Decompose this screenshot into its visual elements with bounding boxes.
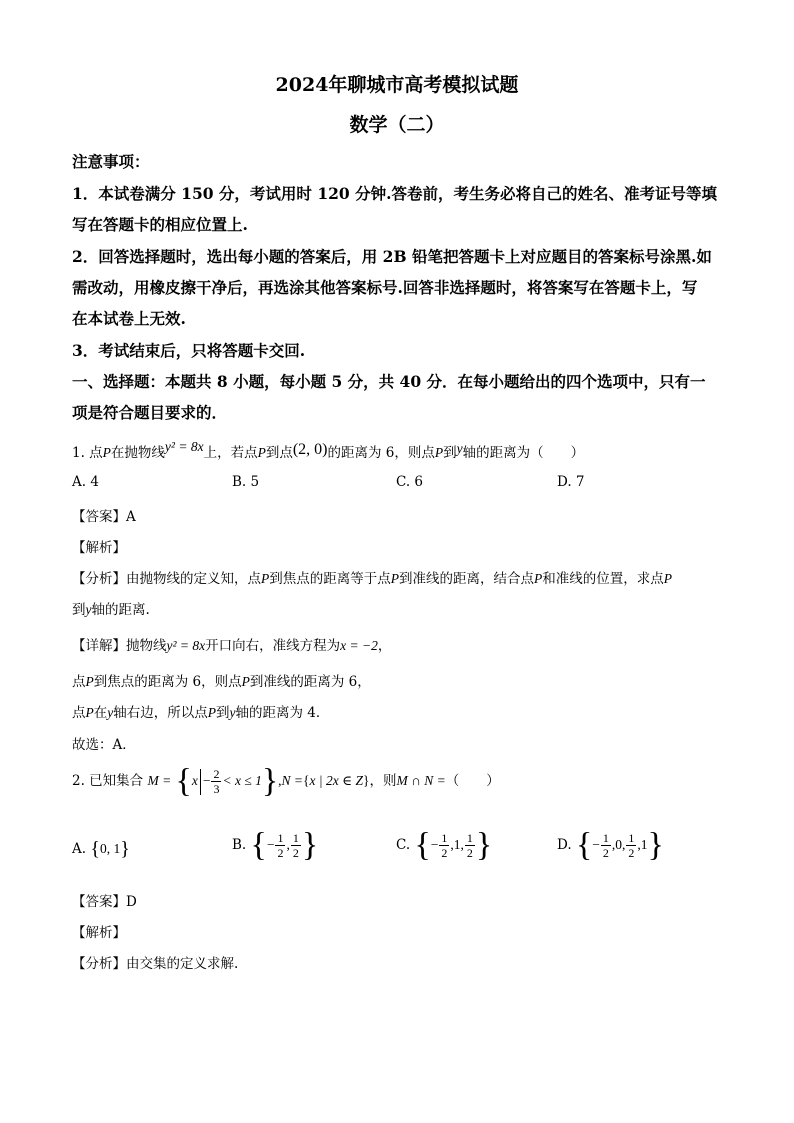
q2-fenxi: 【分析】由交集的定义求解. (72, 956, 239, 972)
q2-analysis-tag: 【解析】 (72, 925, 126, 941)
q1-option-d: D. 7 (557, 474, 585, 490)
section-1-line-2: 项是符合题目要求的． (72, 403, 228, 422)
q1-xiangjie-line-3: 点P在y轴右边，所以点P到y轴的距离为 4． (72, 705, 330, 721)
q1-conclusion: 故选：A． (72, 737, 136, 753)
q1-fenxi-line-2: 到y轴的距离. (72, 602, 150, 618)
q1-option-a: A. 4 (72, 474, 99, 490)
q2-option-b: B. {− $\frac{1}{2}$ , $\frac{1}{2}$ } (232, 826, 319, 864)
notice-item-2-line-1: 2．回答选择题时，选出每小题的答案后，用 2B 铅笔把答题卡上对应题目的答案标号涂黑.如 (72, 247, 712, 266)
page-title: 2024年聊城市高考模拟试题 (275, 74, 519, 96)
notice-item-2-line-2: 需改动，用橡皮擦干净后，再选涂其他答案标号.回答非选择题时，将答案写在答题卡上，写 (72, 278, 698, 297)
q2-stem: 2. 已知集合 M = {x − $\frac{2}{3}$ < x ≤ 1},N ={x | 2x ∈ Z}，则M ∩ N =（ ） (72, 762, 500, 800)
q1-analysis-tag: 【解析】 (72, 540, 126, 556)
page-subtitle: 数学（二） (349, 114, 445, 136)
notice-item-1-line-1: 1．本试卷满分 150 分，考试用时 120 分钟.答卷前，考生务必将自己的姓名、准考证号等填 (72, 184, 717, 203)
section-1-line-1: 一、选择题：本题共 8 小题，每小题 5 分，共 40 分．在每小题给出的四个选项中，只有一 (72, 372, 706, 391)
q1-xiangjie-line-1: 【详解】抛物线y² = 8x开口向右，准线方程为x = −2， (72, 638, 392, 654)
q2-option-d: D. {− $\frac{1}{2}$ ,0, $\frac{1}{2}$ ,1} (557, 826, 664, 864)
q1-stem: 1. 点P在抛物线y² = 8x上，若点P到点(2, 0)的距离为 6，则点P到y轴的距离为（ ） (72, 439, 585, 461)
q1-option-c: C. 6 (396, 474, 424, 490)
q2-option-a: A. {0, 1} (72, 838, 130, 860)
notice-item-1-line-2: 写在答题卡的相应位置上. (72, 215, 248, 234)
notice-heading: 注意事项： (72, 152, 150, 171)
q1-xiangjie-line-2: 点P到焦点的距离为 6，则点P到准线的距离为 6， (72, 674, 371, 690)
notice-item-2-line-3: 在本试卷上无效. (72, 309, 186, 328)
q1-fenxi-line-1: 【分析】由抛物线的定义知，点P到焦点的距离等于点P到准线的距离，结合点P和准线的位置，求点P (72, 571, 672, 587)
q1-option-b: B. 5 (232, 474, 260, 490)
q2-answer: 【答案】D (72, 894, 137, 910)
q1-answer: 【答案】A (72, 509, 136, 525)
notice-item-3: 3．考试结束后，只将答题卡交回. (72, 341, 306, 360)
q2-option-c: C. {− $\frac{1}{2}$ ,1, $\frac{1}{2}$ } (396, 826, 493, 864)
